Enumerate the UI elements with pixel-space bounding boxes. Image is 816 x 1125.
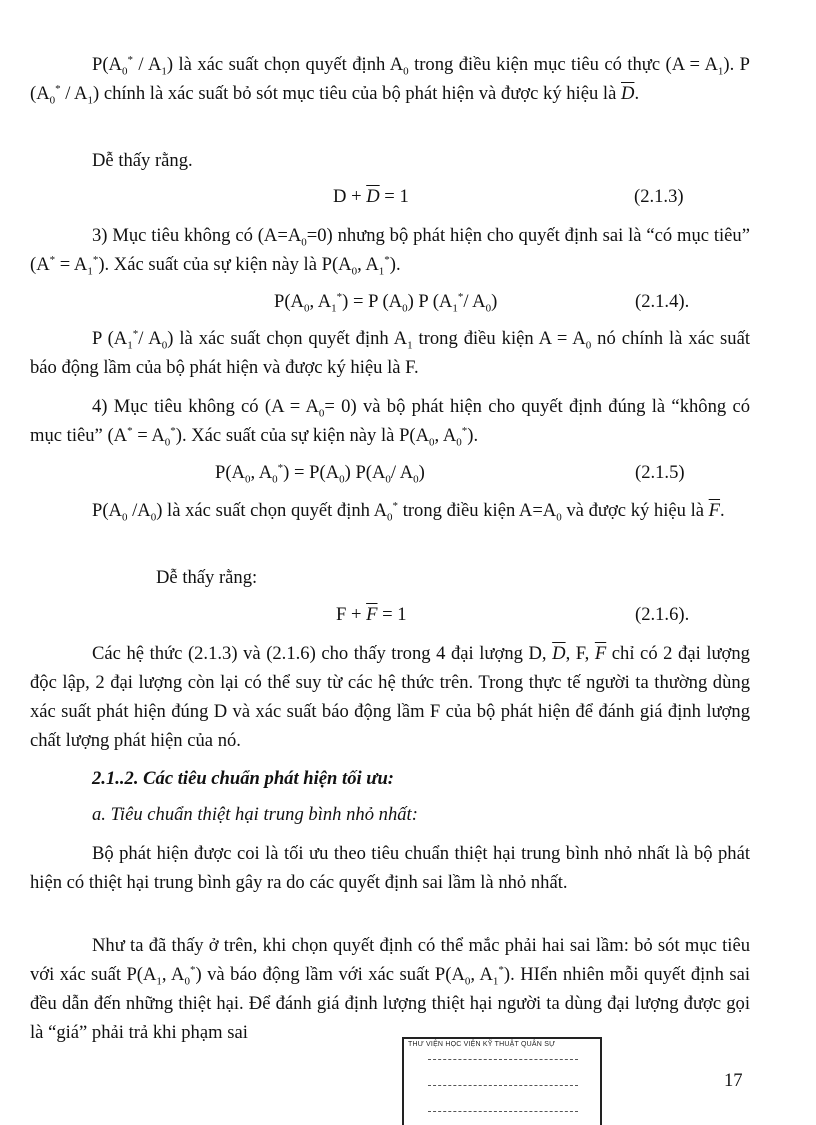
- equation-2-1-3: $D + \overline{D} = 1$: [333, 186, 409, 207]
- f-bar-symbol: $\overline{F}$: [708, 500, 721, 521]
- equation-number-2-1-5: (2.1.5): [635, 462, 685, 483]
- paragraph-5: 4) Mục tiêu không có $(A = A_0= 0)$ và bộ phát hiện cho quyết định đúng là “không có mục tiêu” $(A^* = A_0^*)$. Xác suất của sự kiện này là $P(A_0$, $A_0^*$).: [30, 396, 751, 449]
- paragraph-3: 3) Mục tiêu không có $(A=A_0=0)$ nhưng bộ phát hiện cho quyết định sai là “có mục tiêu” $(A^* = A_1^*)$. Xác suất của sự kiện này là $P(A_0$, $A_1^*$).: [30, 225, 750, 278]
- equation-number-2-1-4: (2.1.4).: [635, 291, 690, 312]
- equation-2-1-5: $P(A_0$, $A_0^*) = P(A_0)$ $P(A_0/$ $A_0$): [215, 461, 425, 486]
- d-bar-symbol: $\overline{D}$: [621, 83, 635, 104]
- d-bar-symbol: $\overline{D}$: [552, 643, 566, 664]
- paragraph-4: P ($A_1^*/$ $A_0$) là xác suất chọn quyết định $A_1$ trong điều kiện $A = A_0$ nó chính là xác suất báo động lầm của bộ phát hiện và được ký hiệu là F.: [30, 327, 751, 378]
- stamp-line: [428, 1059, 578, 1060]
- library-stamp: [402, 1037, 602, 1125]
- equation-2-1-4: $P(A_0$, $A_1^*) = P$ $(A_0)$ P ($A_1^*/$ $A_0$): [274, 290, 498, 315]
- subsection-heading: a. Tiêu chuẩn thiệt hại trung bình nhỏ nhất:: [92, 804, 418, 825]
- paragraph-8: Các hệ thức (2.1.3) và (2.1.6) cho thấy trong 4 đại lượng D, $\overline{D}$, F, $\overline{F}$ chỉ có 2 đại lượng độc lập, 2 đại lượng còn lại có thể suy từ các hệ thức trên. Trong thực tế người ta thường dùng xác suất phát hiện đúng D và xác suất báo động lầm F của bộ phát hiện để đánh giá định lượng chất lượng phát hiện của nó.: [30, 643, 750, 751]
- stamp-line: [428, 1085, 578, 1086]
- f-bar-symbol: $\overline{F}$: [594, 643, 607, 664]
- f-bar-symbol: $\overline{F}$: [366, 604, 378, 625]
- stamp-line: [428, 1111, 578, 1112]
- paragraph-7: Dễ thấy rằng:: [156, 567, 258, 588]
- paragraph-1: $P(A_0^* / A_1)$ là xác suất chọn quyết định $A_0$ trong điều kiện mục tiêu có thực $(A = A_1)$. P $(A_0^* / A_1)$ chính là xác suất bỏ sót mục tiêu của bộ phát hiện và được ký hiệu là $\overline{D}$.: [30, 53, 750, 107]
- paragraph-2: Dễ thấy rằng.: [92, 150, 193, 171]
- stamp-label: THƯ VIỆN HỌC VIỆN KỸ THUẬT QUÂN SỰ: [408, 1041, 556, 1048]
- paragraph-9: Bộ phát hiện được coi là tối ưu theo tiêu chuẩn thiệt hại trung bình nhỏ nhất là bộ phát hiện có thiệt hại trung bình gây ra do các quyết định sai lầm là nhỏ nhất.: [30, 843, 750, 893]
- paragraph-10: Như ta đã thấy ở trên, khi chọn quyết định có thể mắc phải hai sai lầm: bỏ sót mục tiêu với xác suất $P(A_1$, $A_0^*$) và báo động lầm với xác suất $P(A_0$, $A_1^*$). HIển nhiên mỗi quyết định sai đều dẫn đến những thiệt hại. Để đánh giá định lượng thiệt hại người ta dùng đại lượng được gọi là “giá” phải trả khi phạm sai: [30, 935, 751, 1043]
- section-heading: 2.1..2. Các tiêu chuẩn phát hiện tối ưu:: [92, 768, 394, 789]
- page-number: 17: [724, 1070, 743, 1091]
- d-bar-symbol: $\overline{D}$: [366, 186, 380, 207]
- equation-number-2-1-3: (2.1.3): [634, 186, 684, 207]
- paragraph-6: $P(A_0$ $/A_0$) là xác suất chọn quyết định $A_0^*$ trong điều kiện $A=A_0$ và được ký hiệu là $\overline{F}$.: [92, 499, 725, 524]
- equation-2-1-6: $F + \overline{F} = 1$: [336, 604, 407, 625]
- equation-number-2-1-6: (2.1.6).: [635, 604, 690, 625]
